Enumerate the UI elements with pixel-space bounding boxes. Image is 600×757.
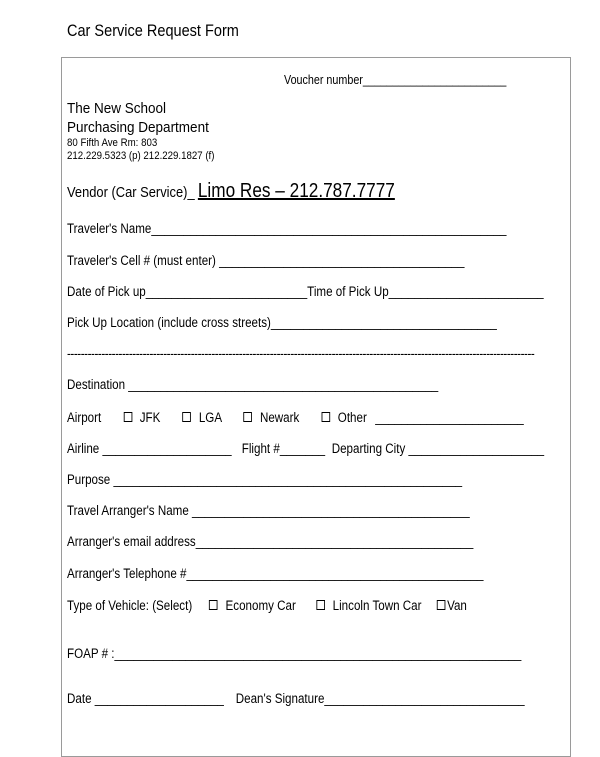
arranger-email-field[interactable]: Arranger's email address___________________________________________: [67, 534, 474, 549]
purpose-field[interactable]: Purpose ______________________________________________________: [67, 472, 463, 487]
departing-city-field[interactable]: Departing City _____________________: [331, 441, 545, 456]
arranger-phone-field[interactable]: Arranger's Telephone #______________________________________________: [67, 566, 484, 581]
airport-other-field[interactable]: _______________________: [375, 410, 524, 425]
vehicle-row: [67, 597, 467, 615]
pickup-location-field[interactable]: Pick Up Location (include cross streets)___________________________________: [67, 315, 497, 330]
destination-field[interactable]: Destination ________________________________________________: [67, 377, 439, 392]
vehicle-van-checkbox[interactable]: [437, 600, 446, 610]
date-of-pickup-field[interactable]: Date of Pick up_________________________: [67, 284, 308, 299]
airport-lga-label: LGA: [198, 410, 222, 425]
vehicle-lincoln-checkbox[interactable]: [316, 600, 325, 610]
traveler-cell-field[interactable]: Traveler's Cell # (must enter) ______________________________________: [67, 253, 465, 268]
org-address: 80 Fifth Ave Rm: 803: [67, 137, 158, 149]
traveler-name-field[interactable]: Traveler's Name_______________________________________________________: [67, 221, 507, 236]
vehicle-economy-checkbox[interactable]: [209, 600, 218, 610]
airport-jfk-checkbox[interactable]: [123, 412, 132, 422]
date-field[interactable]: Date ____________________: [67, 691, 224, 706]
signature-row: [67, 690, 525, 708]
vehicle-economy-label: Economy Car: [225, 598, 296, 613]
vehicle-van-label: Van: [447, 598, 467, 613]
flight-number-field[interactable]: Flight #_______: [241, 441, 326, 456]
dean-signature-field[interactable]: Dean's Signature_______________________________: [235, 691, 525, 706]
time-of-pickup-field[interactable]: Time of Pick Up________________________: [307, 284, 544, 299]
airport-other-checkbox[interactable]: [321, 412, 330, 422]
airline-row: [67, 440, 544, 458]
org-department: Purchasing Department: [67, 119, 209, 136]
org-name: The New School: [67, 100, 167, 117]
arranger-name-field[interactable]: Travel Arranger's Name ___________________________________________: [67, 503, 470, 518]
airport-newark-label: Newark: [259, 410, 300, 425]
org-phone: 212.229.5323 (p) 212.229.1827 (f): [67, 150, 215, 162]
pickup-row: [67, 283, 544, 301]
foap-field[interactable]: FOAP # :_______________________________________________________________: [67, 646, 522, 661]
airport-label: Airport: [67, 410, 102, 425]
voucher-number-field[interactable]: Voucher number________________________: [284, 73, 507, 87]
vendor-label: Vendor (Car Service): [67, 184, 188, 201]
airport-row: [67, 409, 524, 427]
vendor-row: [67, 182, 395, 202]
airport-newark-checkbox[interactable]: [244, 412, 253, 422]
vehicle-lincoln-label: Lincoln Town Car: [332, 598, 422, 613]
airport-jfk-label: JFK: [139, 410, 161, 425]
airport-lga-checkbox[interactable]: [183, 412, 192, 422]
form-title: Car Service Request Form: [67, 22, 239, 40]
vendor-blank[interactable]: _: [187, 184, 195, 201]
airport-other-label: Other: [337, 410, 367, 425]
airline-field[interactable]: Airline ____________________: [67, 441, 232, 456]
vehicle-label: Type of Vehicle: (Select): [67, 598, 193, 613]
vendor-value: Limo Res – 212.787.7777: [197, 180, 395, 202]
section-divider: ----------------------------------------------------------------------------------------------------------------------------------------: [67, 346, 535, 361]
